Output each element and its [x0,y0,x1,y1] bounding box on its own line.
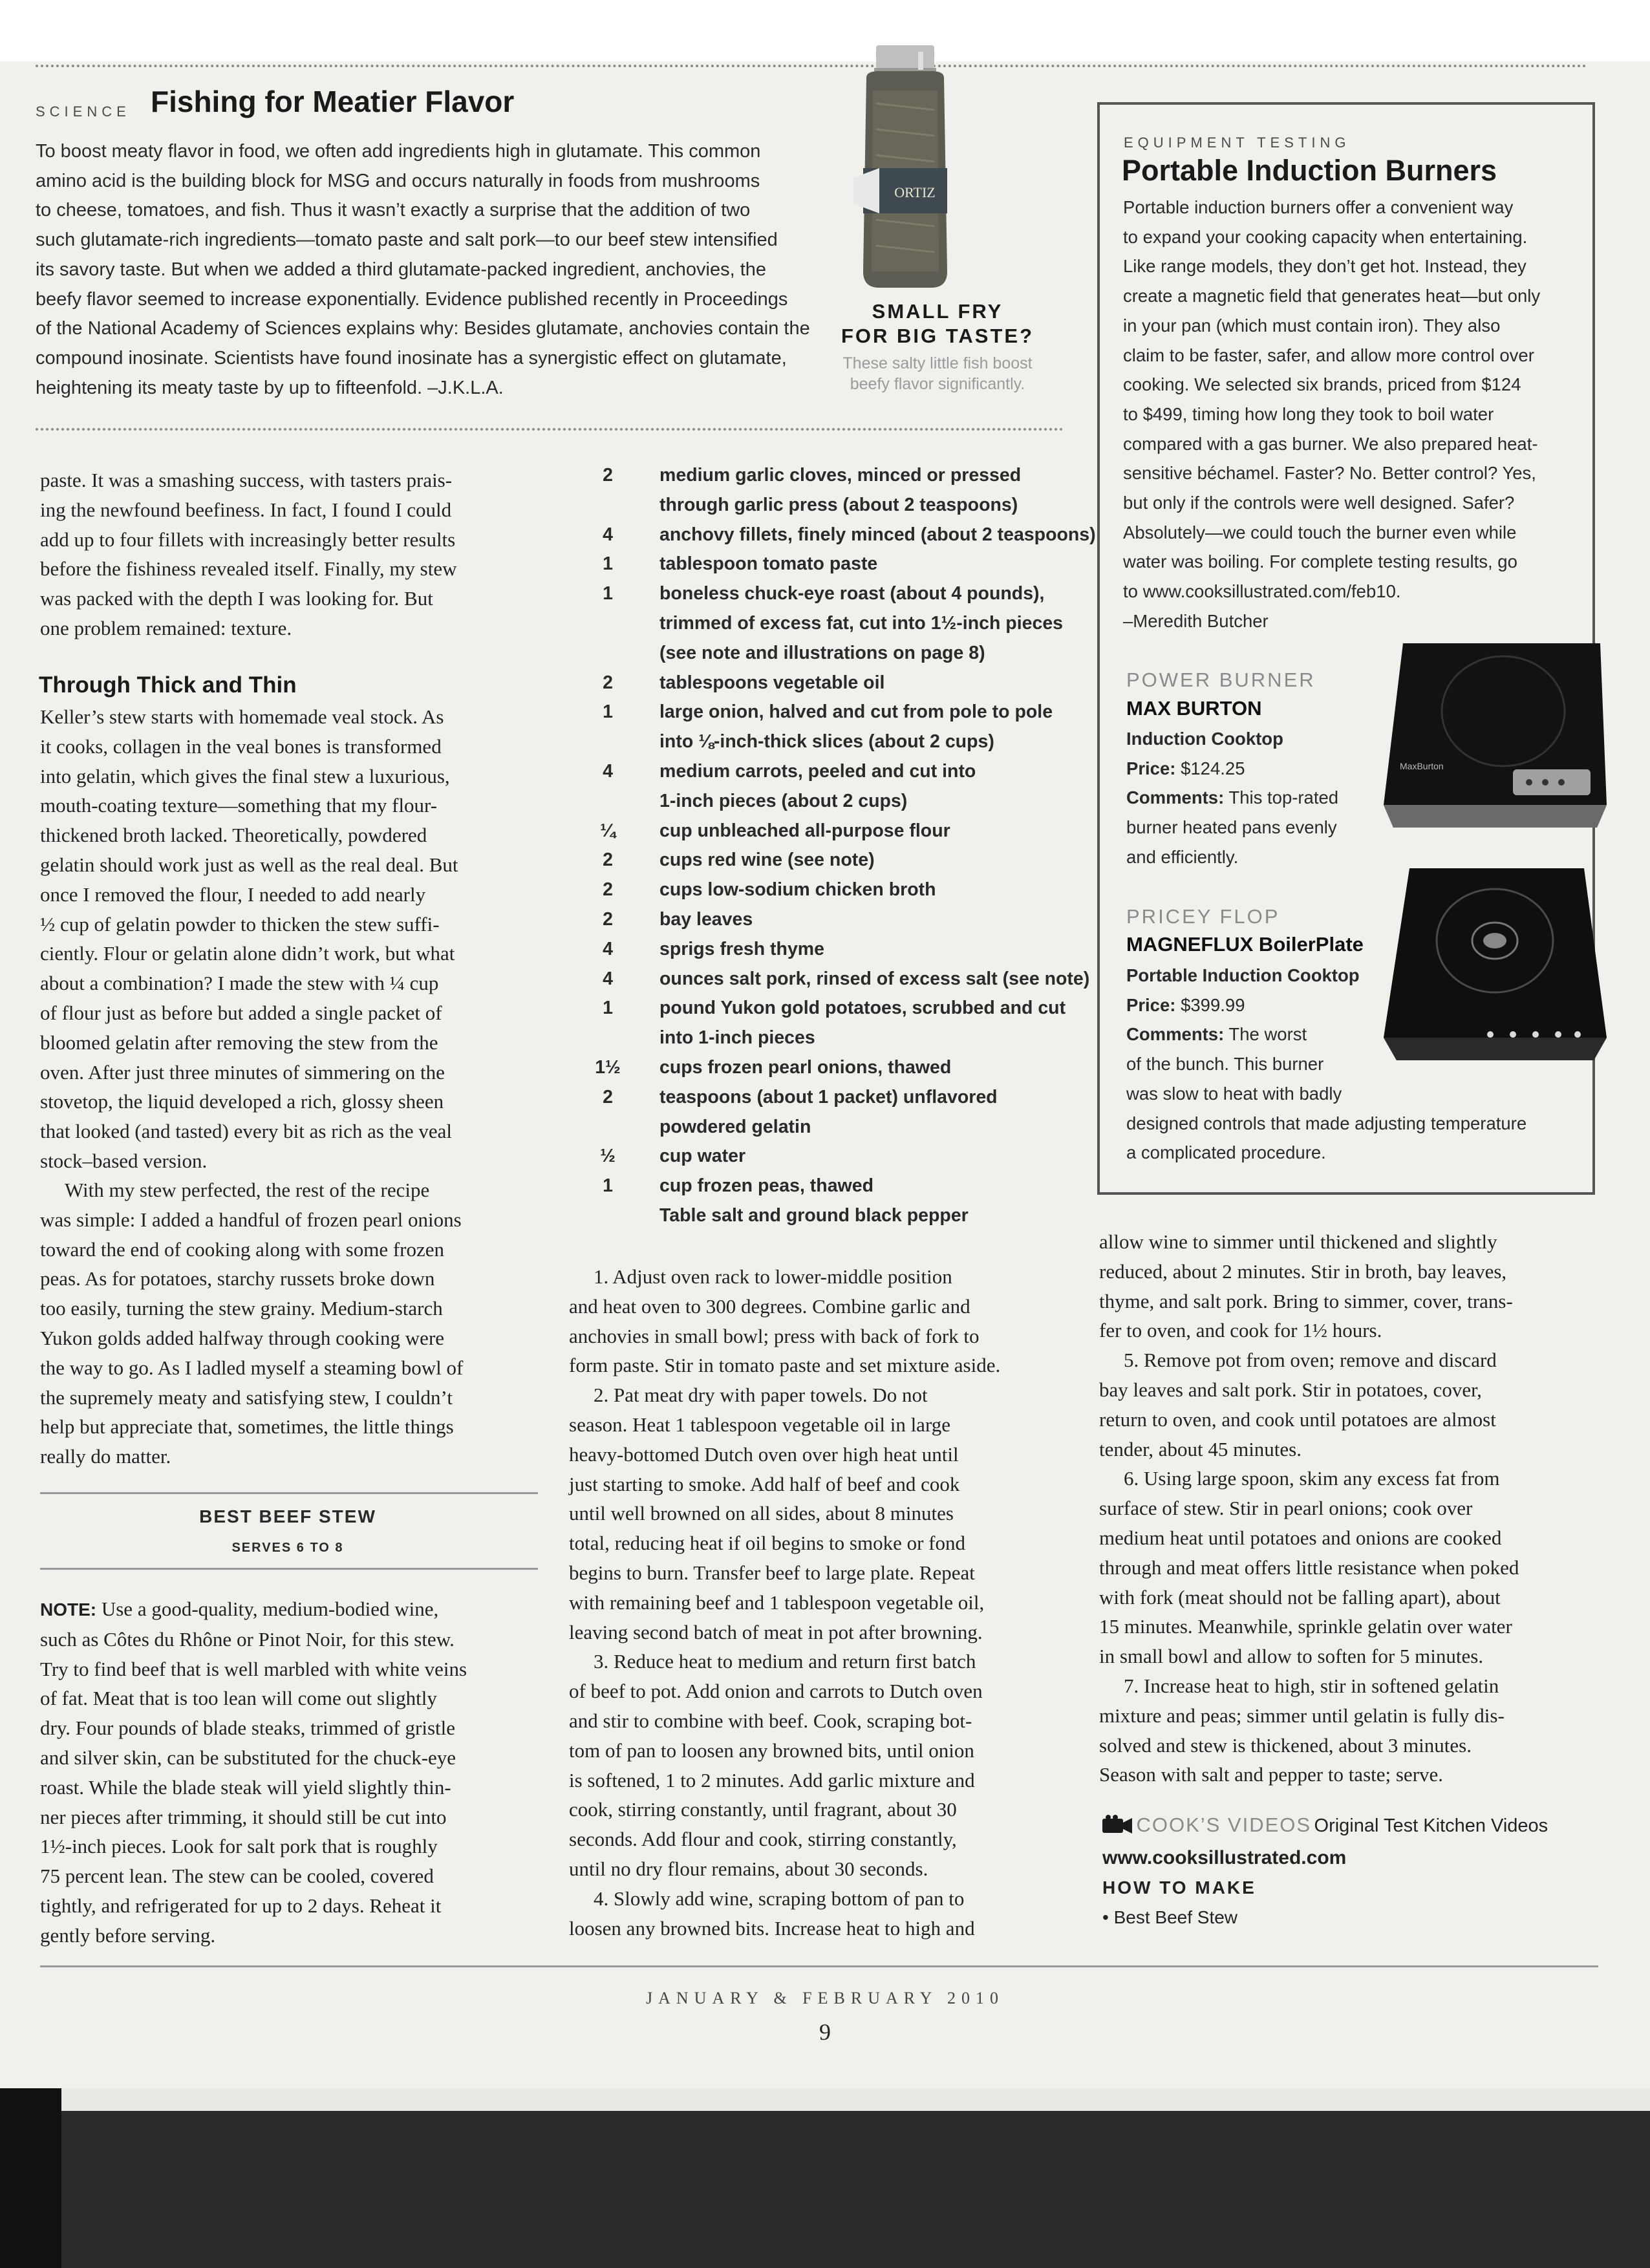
footer-rule [40,1965,1598,1967]
ingredient-text: (see note and illustrations on page 8) [659,642,985,663]
ingredient-text: ounces salt pork, rinsed of excess salt (see note) [659,968,1090,989]
ingredient-line [585,461,1077,491]
video-camera-icon [1102,1815,1133,1834]
ingredient-quantity: 4 [603,761,613,782]
text-line: 5. Remove pot from oven; remove and discard [1124,1349,1497,1372]
product-1-price: Price: $124.25 [1126,758,1245,778]
text-line: return to oven, and cook until potatoes are almost [1099,1407,1496,1431]
ingredient-line [585,846,1077,875]
videos-brand: COOK’S VIDEOS [1136,1813,1312,1836]
ingredient-line [585,727,1077,757]
caption-sub-line: These salty little fish boost [842,354,1033,372]
text-line: until no dry flour remains, about 30 seconds. [569,1857,928,1880]
ingredient-quantity: 4 [603,968,613,989]
caption-title-line: SMALL FRY [872,300,1003,323]
equipment-line: in your pan (which must contain iron). They also [1123,315,1501,336]
ingredient-text: tablespoons vegetable oil [659,672,885,693]
ingredient-line [585,698,1077,727]
image-caption-title [815,299,1060,348]
ingredient-text: 1-inch pieces (about 2 cups) [659,790,908,811]
text-line: once I removed the flour, I needed to add nearly [40,883,426,906]
ingredient-text: teaspoons (about 1 packet) unflavored [659,1086,998,1107]
text-line: oven. After just three minutes of simmering on the [40,1060,445,1084]
ingredient-text: bay leaves [659,909,753,930]
ingredient-quantity: 2 [603,672,613,693]
text-line: begins to burn. Transfer beef to large plate. Repeat [569,1561,975,1584]
text-line: peas. As for potatoes, starchy russets broke down [40,1267,435,1290]
text-line: before the fishiness revealed itself. Finally, my stew [40,557,457,581]
text-line: stovetop, the liquid developed a rich, glossy sheen [40,1090,444,1113]
videos-item-link[interactable]: • Best Beef Stew [1102,1907,1238,1927]
text-line: ciently. Flour or gelatin alone didn’t work, but what [40,942,455,965]
ingredient-line [585,491,1077,520]
text-line: through and meat offers little resistance when poked [1099,1556,1519,1579]
science-bottom-rule [36,428,1064,431]
product-1-comment: and efficiently. [1126,846,1239,867]
product-2-comment: a complicated procedure. [1126,1142,1326,1163]
text-line: and stir to combine with beef. Cook, scraping bot- [569,1709,972,1732]
equipment-line: water was boiling. For complete testing results, go [1123,551,1517,572]
recipe-rule-top [40,1492,538,1494]
text-line: in small bowl and allow to soften for 5 minutes. [1099,1645,1484,1668]
product-2-comment: of the bunch. This burner [1126,1054,1324,1075]
text-line: mixture and peas; simmer until gelatin is fully dis- [1099,1704,1505,1727]
text-line: tightly, and refrigerated for up to 2 days. Reheat it [40,1894,442,1917]
ingredient-quantity: ¼ [600,820,616,841]
text-line: 1½-inch pieces. Look for salt pork that is roughly [40,1835,438,1858]
ingredient-line [585,787,1077,817]
section-subhead: Through Thick and Thin [39,672,297,698]
ingredient-line [585,639,1077,669]
scan-top-edge [0,0,1650,61]
ingredient-text: sprigs fresh thyme [659,938,824,959]
science-line: such glutamate-rich ingredients—tomato paste and salt pork—to our beef stew intensified [36,230,778,251]
ingredient-list [585,461,1096,1243]
text-line: gelatin should work just as well as the real deal. But [40,853,458,876]
equipment-line: Absolutely—we could touch the burner even while [1123,522,1517,542]
text-line: seconds. Add flour and cook, stirring constantly, [569,1828,957,1851]
ingredient-line [585,905,1077,935]
text-line: bloomed gelatin after removing the stew from the [40,1031,438,1054]
recipe-steps-middle [569,1262,1000,1943]
product-2-comment: designed controls that made adjusting temperature [1126,1113,1527,1133]
text-line: thickened broth lacked. Theoretically, powdered [40,824,427,847]
text-line: dry. Four pounds of blade steaks, trimmed of gristle [40,1717,455,1740]
text-line: ½ cup of gelatin powder to thicken the stew suffi- [40,912,440,936]
text-line: until well browned on all sides, about 8 minutes [569,1502,954,1525]
science-body [36,137,810,403]
text-line: and heat oven to 300 degrees. Combine garlic and [569,1294,970,1318]
product-2-model: Portable Induction Cooktop [1126,965,1360,985]
product-1-comment: burner heated pans evenly [1126,817,1337,838]
ingredient-line [585,757,1077,787]
text-line: Season with salt and pepper to taste; serve. [1099,1763,1444,1786]
ingredient-quantity: 2 [603,1086,613,1107]
videos-url[interactable]: www.cooksillustrated.com [1102,1847,1347,1868]
recipe-rule-bottom [40,1568,538,1570]
equipment-line: to expand your cooking capacity when entertaining. [1123,226,1528,247]
text-line: 7. Increase heat to high, stir in softened gelatin [1124,1674,1499,1697]
max-burton-cooktop-image [1384,637,1607,834]
text-line: 4. Slowly add wine, scraping bottom of pan to [594,1887,965,1910]
text-line: stock–based version. [40,1149,208,1172]
equipment-line: create a magnetic field that generates heat—but only [1123,286,1541,306]
ingredient-text: pound Yukon gold potatoes, scrubbed and cut [659,998,1066,1019]
article-para-3 [40,1175,463,1471]
text-line: about a combination? I made the stew with ¼ cup [40,972,439,995]
science-line: heightening its meaty taste by up to fifteenfold. –J.K.L.A. [36,377,504,398]
equipment-line: but only if the controls were well designed. Safer? [1123,493,1515,513]
ingredient-text: medium garlic cloves, minced or pressed [659,465,1022,486]
ingredient-quantity: ½ [600,1146,616,1167]
text-line: one problem remained: texture. [40,616,292,639]
top-rule [36,65,1587,67]
text-line: such as Côtes du Rhône or Pinot Noir, for this stew. [40,1627,455,1651]
ingredient-quantity: 1 [603,701,613,723]
product-1-details [1126,724,1338,872]
science-title: Fishing for Meatier Flavor [151,85,515,118]
videos-header [1102,1813,1548,1843]
text-line: was packed with the depth I was looking for. But [40,587,433,610]
product-2-comment: Comments: The worst [1126,1024,1307,1045]
article-para-2 [40,702,458,1176]
ingredient-text: medium carrots, peeled and cut into [659,761,976,782]
text-line: 3. Reduce heat to medium and return first batch [594,1650,976,1673]
equipment-line: sensitive béchamel. Faster? No. Better control? Yes, [1123,463,1536,484]
caption-title-line: FOR BIG TASTE? [841,325,1034,347]
videos-tagline: Original Test Kitchen Videos [1314,1815,1548,1836]
magneflux-cooktop-image [1384,863,1607,1064]
note-label: NOTE: [40,1599,97,1620]
text-line: gently before serving. [40,1923,216,1947]
ingredient-line [585,1201,1077,1231]
text-line: mouth-coating texture—something that my flour- [40,794,438,817]
text-line: tom of pan to loosen any browned bits, until onion [569,1738,974,1762]
ingredient-text: cup unbleached all-purpose flour [659,820,950,841]
text-line: was simple: I added a handful of frozen pearl onions [40,1208,462,1231]
scan-bottom-strip [61,2088,1650,2111]
equipment-author: –Meredith Butcher [1123,610,1269,631]
recipe-note [40,1594,467,1951]
text-line: really do matter. [40,1445,171,1468]
ingredient-line [585,1171,1077,1201]
text-line: bay leaves and salt pork. Stir in potatoes, cover, [1099,1378,1482,1401]
equipment-body [1123,193,1576,636]
text-line: of fat. Meat that is too lean will come out slightly [40,1687,437,1710]
equipment-line: cooking. We selected six brands, priced from $124 [1123,374,1521,395]
image-caption-subtitle [815,353,1060,394]
equipment-line: compared with a gas burner. We also prepared heat- [1123,433,1538,454]
text-line: With my stew perfected, the rest of the recipe [65,1179,430,1201]
product-2-brand: MAGNEFLUX BoilerPlate [1126,933,1364,956]
text-line: allow wine to simmer until thickened and slightly [1099,1230,1497,1253]
ingredient-quantity: 1½ [595,1057,621,1078]
text-line: add up to four fillets with increasingly better results [40,528,456,551]
scan-bottom-edge [0,2088,1650,2268]
science-line: of the National Academy of Sciences explains why: Besides glutamate, anchovies contain the [36,318,810,339]
ingredient-text: tablespoon tomato paste [659,553,878,575]
text-line: season. Heat 1 tablespoon vegetable oil in large [569,1413,950,1436]
product-1-model: Induction Cooktop [1126,729,1283,749]
ingredient-text: trimmed of excess fat, cut into 1½-inch pieces [659,613,1064,634]
text-line: 75 percent lean. The stew can be cooled, covered [40,1865,434,1888]
text-line: medium heat until potatoes and onions are cooked [1099,1526,1502,1549]
videos-how-to: HOW TO MAKE [1102,1878,1256,1898]
ingredient-line [585,1023,1077,1053]
ingredient-line [585,1142,1077,1171]
text-line: roast. While the blade steak will yield slightly thin- [40,1775,451,1799]
equipment-title: Portable Induction Burners [1122,154,1497,187]
text-line: into gelatin, which gives the final stew a luxurious, [40,764,450,787]
text-line: 6. Using large spoon, skim any excess fat from [1124,1467,1500,1490]
ingredient-text: large onion, halved and cut from pole to pole [659,701,1053,723]
ingredient-quantity: 2 [603,879,613,901]
product-1-comment: Comments: This top-rated [1126,787,1339,808]
article-para-1 [40,465,457,643]
equipment-kicker: EQUIPMENT TESTING [1124,134,1351,151]
text-line: 15 minutes. Meanwhile, sprinkle gelatin over water [1099,1615,1512,1638]
text-line: anchovies in small bowl; press with back of fork to [569,1324,980,1347]
recipe-serves: SERVES 6 TO 8 [231,1541,344,1555]
ingredient-text: cups frozen pearl onions, thawed [659,1057,952,1078]
text-line: and silver skin, can be substituted for the chuck-eye [40,1746,456,1769]
science-line: compound inosinate. Scientists have found inosinate has a synergistic effect on glutamate, [36,347,787,369]
text-line: Yukon golds added halfway through cooking were [40,1326,445,1349]
science-line: beefy flavor seemed to increase exponentially. Evidence published recently in Proceedings [36,288,788,310]
ingredient-line [585,935,1077,965]
ingredient-text: into 1-inch pieces [659,1027,815,1049]
ingredient-text: cups low-sodium chicken broth [659,879,936,901]
ingredient-line [585,994,1077,1023]
text-line: ner pieces after trimming, it should still be cut into [40,1805,447,1828]
cooks-videos-promo [1102,1813,1548,1932]
ingredient-line [585,817,1077,846]
text-line: paste. It was a smashing success, with tasters prais- [40,469,453,491]
recipe-title: BEST BEEF STEW [199,1506,376,1526]
ingredient-text: anchovy fillets, finely minced (about 2 teaspoons) [659,524,1096,545]
text-line: loosen any browned bits. Increase heat to high and [569,1916,975,1940]
science-line: amino acid is the building block for MSG and occurs naturally in foods from mushrooms [36,170,760,191]
equipment-line: to $499, timing how long they took to boil water [1123,403,1494,424]
text-line: tender, about 45 minutes. [1099,1437,1302,1460]
text-line: reduced, about 2 minutes. Stir in broth, bay leaves, [1099,1259,1507,1283]
text-line: leaving second batch of meat in pot after browning. [569,1620,983,1643]
science-line: its savory taste. But when we added a third glutamate-packed ingredient, anchovies, the [36,259,767,280]
ingredient-quantity: 4 [603,524,613,545]
ingredient-line [585,1083,1077,1113]
ingredient-line [585,520,1096,550]
ingredient-line [585,1053,1077,1083]
text-line: solved and stew is thickened, about 3 minutes. [1099,1733,1472,1757]
ingredient-text: through garlic press (about 2 teaspoons) [659,494,1018,515]
ingredient-line [585,609,1077,639]
science-line: To boost meaty flavor in food, we often add ingredients high in glutamate. This common [36,141,761,162]
text-line: 2. Pat meat dry with paper towels. Do not [594,1384,928,1407]
text-line: just starting to smoke. Add half of beef and cook [569,1472,960,1495]
page-number: 9 [819,2019,831,2045]
ingredient-text: cup water [659,1146,746,1167]
text-line: is softened, 1 to 2 minutes. Add garlic mixture and [569,1768,975,1792]
ingredient-line [585,875,1077,905]
equipment-line: to www.cooksillustrated.com/feb10. [1123,581,1401,602]
text-line: it cooks, collagen in the veal bones is transformed [40,734,442,758]
ingredient-line [585,965,1090,994]
text-line: toward the end of cooking along with some frozen [40,1237,444,1261]
ingredient-quantity: 1 [603,1175,613,1197]
max-burton-logo: MaxBurton [1400,761,1444,771]
text-line: that looked (and tasted) every bit as rich as the veal [40,1120,452,1143]
ingredient-quantity: 2 [603,850,613,871]
equipment-line: claim to be faster, safer, and allow more control over [1123,345,1534,365]
text-line: help but appreciate that, sometimes, the little things [40,1415,454,1439]
anchovy-jar-image [841,39,970,297]
text-line: the supremely meaty and satisfying stew, I couldn’t [40,1385,453,1409]
text-line: cook, stirring constantly, until fragrant, about 30 [569,1798,957,1821]
text-line: too easily, turning the stew grainy. Medium-starch [40,1297,443,1320]
ingredient-line [585,550,1077,579]
scan-corner [0,2088,61,2268]
ingredient-quantity: 4 [603,938,613,959]
ingredient-text: powdered gelatin [659,1116,811,1137]
ingredient-line [585,579,1077,609]
ingredient-text: Table salt and ground black pepper [659,1205,969,1226]
ingredient-text: into ⅛-inch-thick slices (about 2 cups) [659,731,994,753]
text-line: of beef to pot. Add onion and carrots to Dutch oven [569,1680,983,1703]
product-1-brand: MAX BURTON [1126,697,1262,720]
text-line: of flour just as before but added a single packet of [40,1001,442,1024]
text-line: 1. Adjust oven rack to lower-middle position [594,1265,952,1288]
science-kicker: SCIENCE [36,103,131,120]
ingredient-quantity: 1 [603,998,613,1019]
text-line: thyme, and salt pork. Bring to simmer, cover, trans- [1099,1289,1513,1312]
text-line: fer to oven, and cook for 1½ hours. [1099,1319,1382,1342]
text-line: NOTE: Use a good-quality, medium-bodied wine, [40,1598,439,1620]
product-1-kicker: POWER BURNER [1126,669,1316,691]
caption-sub-line: beefy flavor significantly. [850,375,1025,393]
text-line: Keller’s stew starts with homemade veal stock. As [40,705,444,728]
text-line: with fork (meat should not be falling apart), about [1099,1585,1501,1609]
ingredient-quantity: 2 [603,909,613,930]
text-line: with remaining beef and 1 tablespoon vegetable oil, [569,1590,985,1614]
ingredient-text: boneless chuck-eye roast (about 4 pounds), [659,583,1045,604]
recipe-steps-right [1099,1227,1519,1790]
footer-date: JANUARY & FEBRUARY 2010 [646,1989,1004,2007]
text-line: ing the newfound beefiness. In fact, I found I could [40,498,452,521]
ingredient-quantity: 1 [603,583,613,604]
product-2-kicker: PRICEY FLOP [1126,905,1280,928]
product-2-price: Price: $399.99 [1126,994,1245,1015]
text-line: total, reducing heat if oil begins to smoke or fond [569,1532,965,1555]
science-line: to cheese, tomatoes, and fish. Thus it wasn’t exactly a surprise that the addition of two [36,200,751,221]
ingredient-text: cup frozen peas, thawed [659,1175,873,1197]
product-2-comment: was slow to heat with badly [1126,1083,1342,1104]
text-line: form paste. Stir in tomato paste and set mixture aside. [569,1354,1001,1377]
ingredient-text: cups red wine (see note) [659,850,875,871]
text-line: surface of stew. Stir in pearl onions; cook over [1099,1497,1473,1520]
ingredient-line [585,1113,1077,1142]
equipment-line: Like range models, they don’t get hot. Instead, they [1123,256,1527,277]
text-line: Try to find beef that is well marbled with white veins [40,1657,467,1680]
text-line: heavy-bottomed Dutch oven over high heat until [569,1442,959,1466]
text-line: the way to go. As I ladled myself a steaming bowl of [40,1356,464,1379]
ingredient-line [585,669,1077,698]
equipment-line: Portable induction burners offer a convenient way [1123,197,1514,217]
ingredient-quantity: 2 [603,465,613,486]
ingredient-quantity: 1 [603,553,613,575]
jar-label: ORTIZ [894,184,936,200]
